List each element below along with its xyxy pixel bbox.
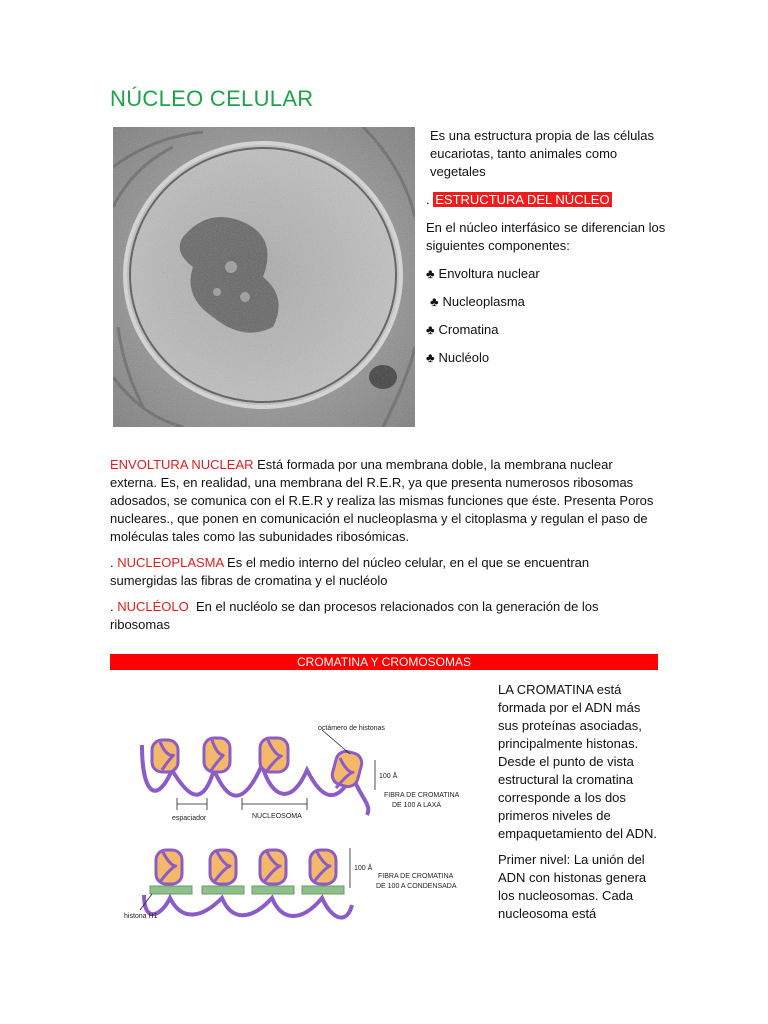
intro-lead: Es una estructura propia de las células eucariotas, tanto animales como vegetales bbox=[430, 128, 655, 179]
intro-block bbox=[426, 127, 666, 377]
histone-h1-bars bbox=[150, 886, 344, 894]
cromatina-paragraph-2: Primer nivel: La unión del ADN con histonas genera los nucleosomas. Cada nucleosoma está bbox=[498, 852, 647, 921]
envoltura-paragraph: ENVOLTURA NUCLEAR Está formada por una membrana doble, la membrana nuclear externa. Es, en realidad, una membrana del R.E.R, ya que presenta numerosos ribosomas adosados, se comunica con el R.E.R y realiza las mismas funciones que éste. Presenta Poros nucleares., que ponen en comunicación el nucleoplasma y el citoplasma y regulan el paso de moléculas tales como las subunidades ribosómicas. bbox=[110, 457, 654, 544]
nucleoplasma-paragraph: . NUCLEOPLASMA Es el medio interno del núcleo celular, en el que se encuentran sumergidas las fibras de cromatina y el nucléolo bbox=[110, 555, 590, 588]
label-fiber-lax-1: FIBRA DE CROMATINA bbox=[384, 792, 460, 799]
list-item: ♣ Nucleoplasma bbox=[430, 294, 525, 309]
components-list bbox=[426, 265, 666, 367]
histone-octamers-bottom bbox=[156, 850, 336, 884]
list-item: ♣ Envoltura nuclear bbox=[426, 266, 540, 281]
club-bullet-icon: ♣ bbox=[426, 266, 435, 281]
cromatina-paragraph-1: LA CROMATINA está formada por el ADN más sus proteínas asociadas, principalmente histonas. Desde el punto de vista estructural la cromatina corresponde a los dos primeros niveles de empaquetamiento del ADN. bbox=[498, 682, 657, 841]
envoltura-keyword: ENVOLTURA NUCLEAR bbox=[110, 457, 254, 472]
nucleolo-paragraph: . NUCLÉOLO En el nucléolo se dan procesos relacionados con la generación de los ribosomas bbox=[110, 599, 603, 632]
cromatina-section-heading: CROMATINA Y CROMOSOMAS bbox=[110, 654, 658, 670]
structure-prefix: . bbox=[426, 192, 430, 207]
label-100a-bottom: 100 Å bbox=[354, 865, 373, 872]
dna-strand-condensed bbox=[144, 895, 352, 918]
label-100a-top: 100 Å bbox=[379, 773, 398, 780]
label-fiber-cond-2: DE 100 A CONDENSADA bbox=[376, 883, 457, 890]
cromatina-side-text bbox=[498, 681, 658, 931]
list-item: ♣ Cromatina bbox=[426, 322, 499, 337]
nucleolo-keyword: NUCLÉOLO bbox=[117, 599, 189, 614]
nucleoplasma-keyword: NUCLEOPLASMA bbox=[117, 555, 224, 570]
body-text bbox=[110, 456, 658, 642]
label-histone-h1: histona H1 bbox=[124, 913, 158, 920]
list-item: ♣ Nucléolo bbox=[426, 350, 490, 365]
chromatin-fiber-diagram bbox=[122, 700, 482, 945]
structure-heading bbox=[426, 191, 666, 209]
components-intro: En el núcleo interfásico se diferencian los siguientes componentes: bbox=[426, 220, 666, 253]
label-nucleosome: NUCLEOSOMA bbox=[252, 813, 302, 820]
club-bullet-icon: ♣ bbox=[426, 322, 435, 337]
label-octamer: octámero de histonas bbox=[318, 725, 385, 732]
label-spacer: espaciador bbox=[172, 815, 207, 822]
page-title: NÚCLEO CELULAR bbox=[110, 86, 314, 111]
nucleus-micrograph-image bbox=[113, 127, 415, 427]
label-fiber-cond-1: FIBRA DE CROMATINA bbox=[378, 873, 454, 880]
club-bullet-icon: ♣ bbox=[426, 350, 435, 365]
club-bullet-icon: ♣ bbox=[430, 294, 439, 309]
histone-octamers-top bbox=[152, 738, 364, 789]
label-fiber-lax-2: DE 100 A LAXA bbox=[392, 802, 442, 809]
structure-tag: ESTRUCTURA DEL NÚCLEO bbox=[435, 192, 610, 207]
